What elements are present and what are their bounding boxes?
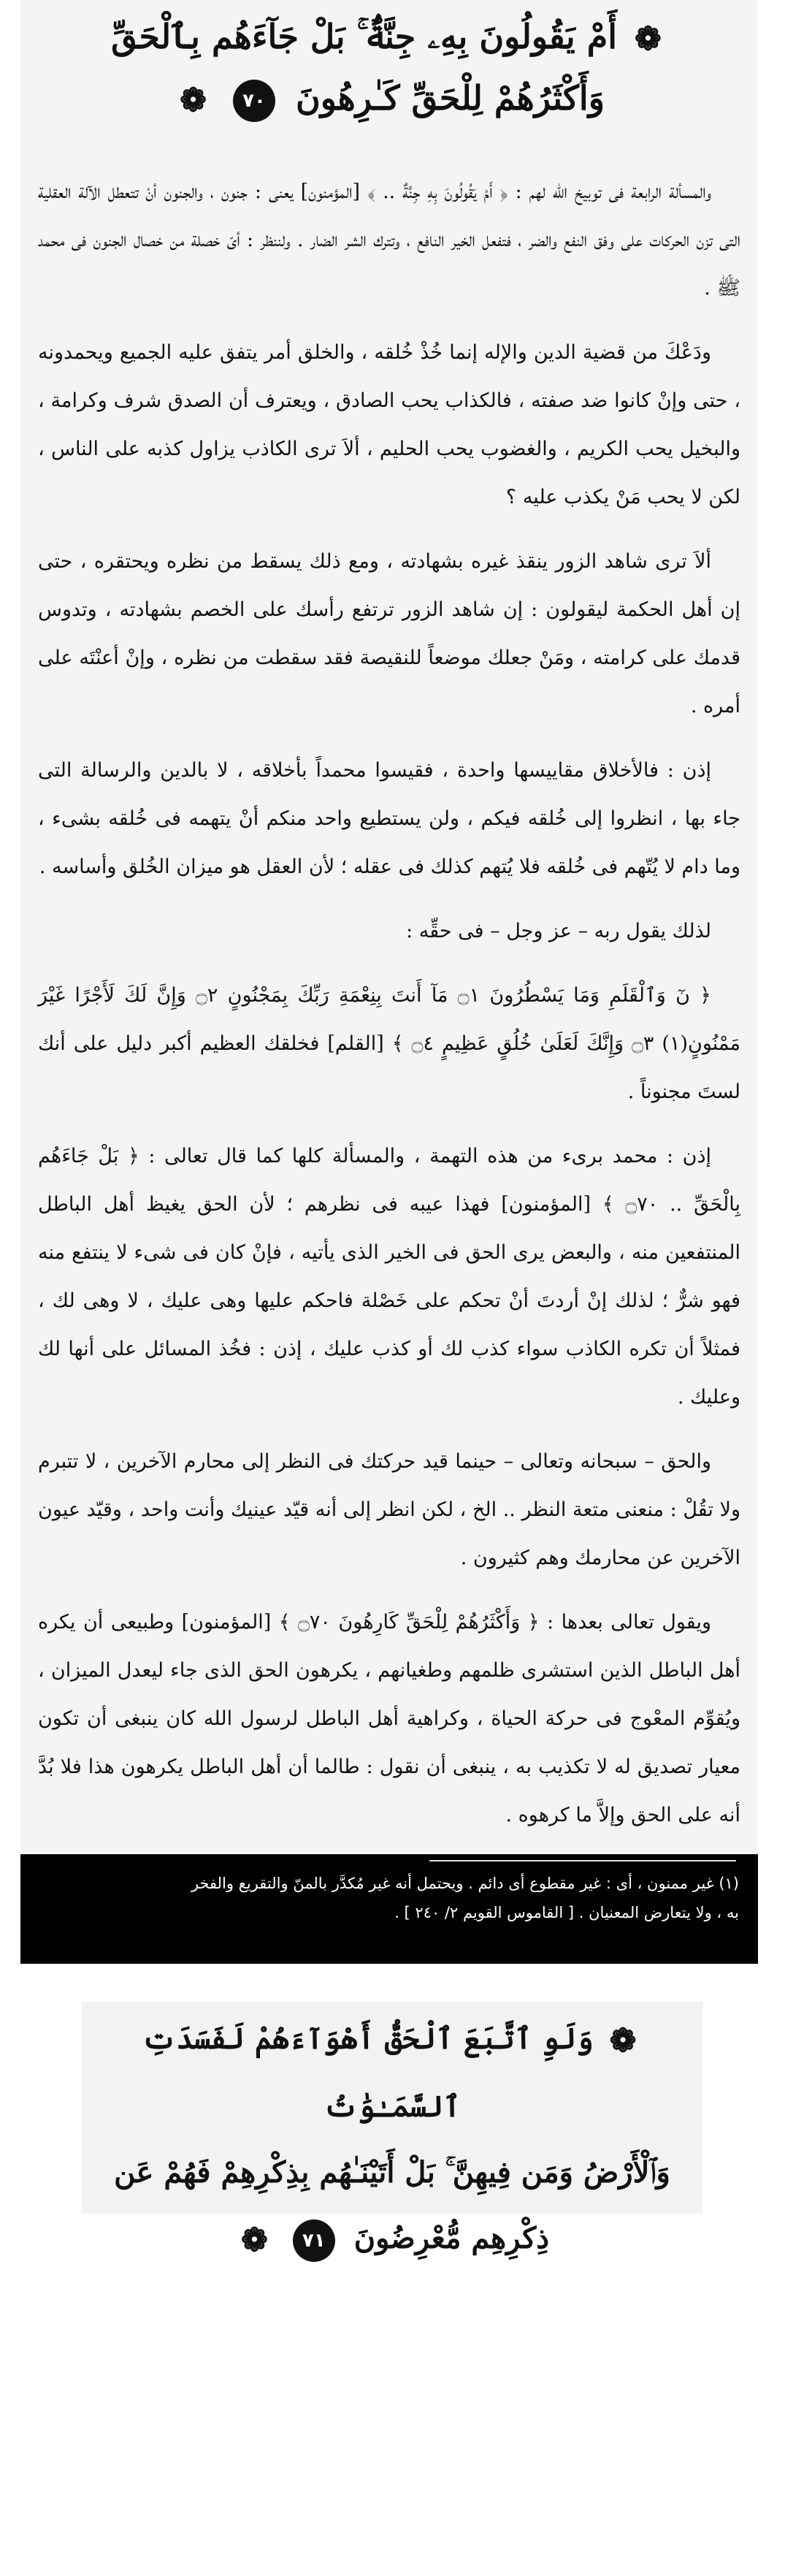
header-verse: [20, 7, 758, 153]
footer-verse-line-3: [82, 2206, 702, 2274]
verse-end-ornament-icon: ❁: [180, 82, 207, 119]
verse-start-ornament-icon: ❁: [635, 20, 662, 58]
paragraph-4: إذن : فالأخلاق مقاييسها واحدة ، فقيسوا محمداً بأخلاقه ، لا بالدين والرسالة التى جاء بها ، انظروا إلى خُلقه فيكم ، ولن يستطيع واحد منكم أنْ يتهمه فى خُلقه بشىء ، وما دام لا يُتّهم فى خُلقه فلا يُتهم كذلك فى عقله ؛ لأن العقل هو ميزان الخُلق وأساسه .: [38, 759, 740, 878]
paragraph-6: ﴿ نٓ وَٱلْقَلَمِ وَمَا يَسْطُرُونَ ۝١ مَآ أَنتَ بِنِعْمَةِ رَبِّكَ بِمَجْنُونٍ ۝٢ وَإِنَّ لَكَ لَأَجْرًا غَيْرَ مَمْنُونٍ(١) ۝٣ وَإِنَّكَ لَعَلَىٰ خُلُقٍ عَظِيمٍ ۝٤ ﴾ [القلم] فخلقك العظيم أكبر دليل على أنك لستَ مجنوناً .: [38, 984, 740, 1103]
header-verse-text-1: أَمْ يَقُولُونَ بِهِۦ جِنَّةٌۢ ۚ بَلْ جَآءَهُم بِٱلْحَقِّ: [111, 17, 617, 56]
header-verse-text-2: وَأَكْثَرُهُمْ لِلْحَقِّ كَـٰرِهُونَ: [295, 78, 605, 118]
header-verse-line-1: [20, 7, 758, 69]
footnote-divider: [429, 1860, 736, 1861]
footer-verse-text-1: وَلَوِ ٱتَّبَعَ ٱلْحَقُّ أَهْوَآءَهُمْ لَفَسَدَتِ ٱلسَّمَـٰوَٰتُ: [142, 2021, 594, 2124]
commentary-body: [38, 168, 740, 1856]
paragraph-9: ويقول تعالى بعدها : ﴿ وَأَكْثَرُهُمْ لِلْحَقِّ كَارِهُونَ ۝٧٠ ﴾ [المؤمنون] وطبيعى أن يكره أهل الباطل الذين استشرى ظلمهم وطغيانهم ، يكرهون الحق الذى جاء ليعدل الميزان ، ويُقوِّم المعْوج فى حركة الحياة ، وكراهية أهل الباطل لرسول الله كان ينبغى أن تكون معيار تصديق له لا تكذيب به ، ينبغى أن نقول : طالما أن أهل الباطل يكرهون هذا فلا بُدَّ أنه على الحق وإلاَّ ما كرهوه .: [38, 1611, 740, 1826]
paragraph-1: والمسألة الرابعة فى توبيخ الله لهم : ﴿ أَمْ يَقُولُونَ بِهِ جِنَّةٌ .. ﴾ [المؤمنون] يعنى : جنون ، والجنون أنْ تتعطل الآلة العقلية التى تزن الحركات على وفق النفع والضر ، فتفعل الخير النافع ، وتترك الشر الضار . ولننظر : أىّ خصلة من خصال الجنون فى محمد ﷺ .: [38, 180, 740, 300]
footer-verse-line-1: [82, 2006, 702, 2140]
scanned-page-top: [20, 0, 758, 1929]
verse-number-marker: ٧٠: [233, 80, 275, 122]
header-verse-line-2: [20, 69, 758, 130]
paragraph-5: لذلك يقول ربه – عز وجل – فى حقِّه :: [406, 920, 711, 942]
footnote-line-2: به ، ولا يتعارض المعنيان . [ القاموس القويم ٢/ ٢٤٠ ] .: [394, 1904, 739, 1921]
verse-start-ornament-icon: ❁: [609, 2022, 637, 2059]
footer-verse-text-3: ذِكْرِهِم مُّعْرِضُونَ: [353, 2221, 550, 2255]
footnote: [20, 1854, 758, 1964]
paragraph-2: ودَعْكَ من قضية الدين والإله إنما خُذْ خُلقه ، والخلق أمر يتفق عليه الجميع ويحمدونه ، حتى وإنْ كانوا ضد صفته ، فالكذاب يحب الصادق ، ويعترف أن الصدق شرف وكرامة ، والبخيل يحب الكريم ، والغضوب يحب الحليم ، ألاَ ترى الكاذب يزاول كذبه على الناس ، لكن لا يحب مَنْ يكذب عليه ؟: [38, 341, 740, 508]
paragraph-3: ألاَ ترى شاهد الزور ينقذ غيره بشهادته ، ومع ذلك يسقط من نظره ويحتقره ، حتى إن أهل الحكمة ليقولون : إن شاهد الزور ترتفع رأسك على الخصم بشهادته ، وتدوس قدمك على كرامته ، ومَنْ جعلك موضعاً للنقيصة فقد سقطت من نظره ، وإنْ أعنْتَه على أمره .: [38, 550, 740, 717]
verse-end-ornament-icon: ❁: [240, 2222, 268, 2259]
footer-verse: [82, 2002, 702, 2259]
paragraph-8: والحق – سبحانه وتعالى – حينما قيد حركتك فى النظر إلى محارم الآخرين ، لا تتبرم ولا تقُلْ : منعنى متعة النظر .. الخ ، لكن انظر إلى أنه قيّد عينيك وأنت واحد ، وقيّد عيون الآخرين عن محارمك وهم كثيرون .: [38, 1450, 740, 1569]
footer-verse-line-2: وَٱلْأَرْضُ وَمَن فِيهِنَّ ۚ بَلْ أَتَيْنَـٰهُم بِذِكْرِهِمْ فَهُمْ عَن: [114, 2155, 670, 2190]
verse-number-marker: ٧١: [293, 2219, 335, 2262]
paragraph-7: إذن : محمد برىء من هذه التهمة ، والمسألة كلها كما قال تعالى : ﴿ بَلْ جَاءَهُم بِالْحَقِّ .. ۝٧٠ ﴾ [المؤمنون] فهذا عيبه فى نظرهم ؛ لأن الحق يغيظ أهل الباطل المنتفعين منه ، والبعض يرى الحق فى الخير الذى يأتيه ، فإنْ كان فى شىء لا ينتفع منه فهو شرٌّ ؛ لذلك إنْ أردتَ أنْ تحكم على خَصْلة فاحكم عليها وهى عليك ، لا وهى لك ، فمثلاً أن تكره الكاذب سواء كذب لك أو كذب عليك ، إذن : فخُذ المسائل على أنها لك وعليك .: [38, 1145, 740, 1409]
footnote-line-1: (١) غير ممنون ، أى : غير مقطوع أى دائم . ويحتمل أنه غير مُكدَّر بالمنّ والتقريع والفخر: [191, 1875, 739, 1892]
